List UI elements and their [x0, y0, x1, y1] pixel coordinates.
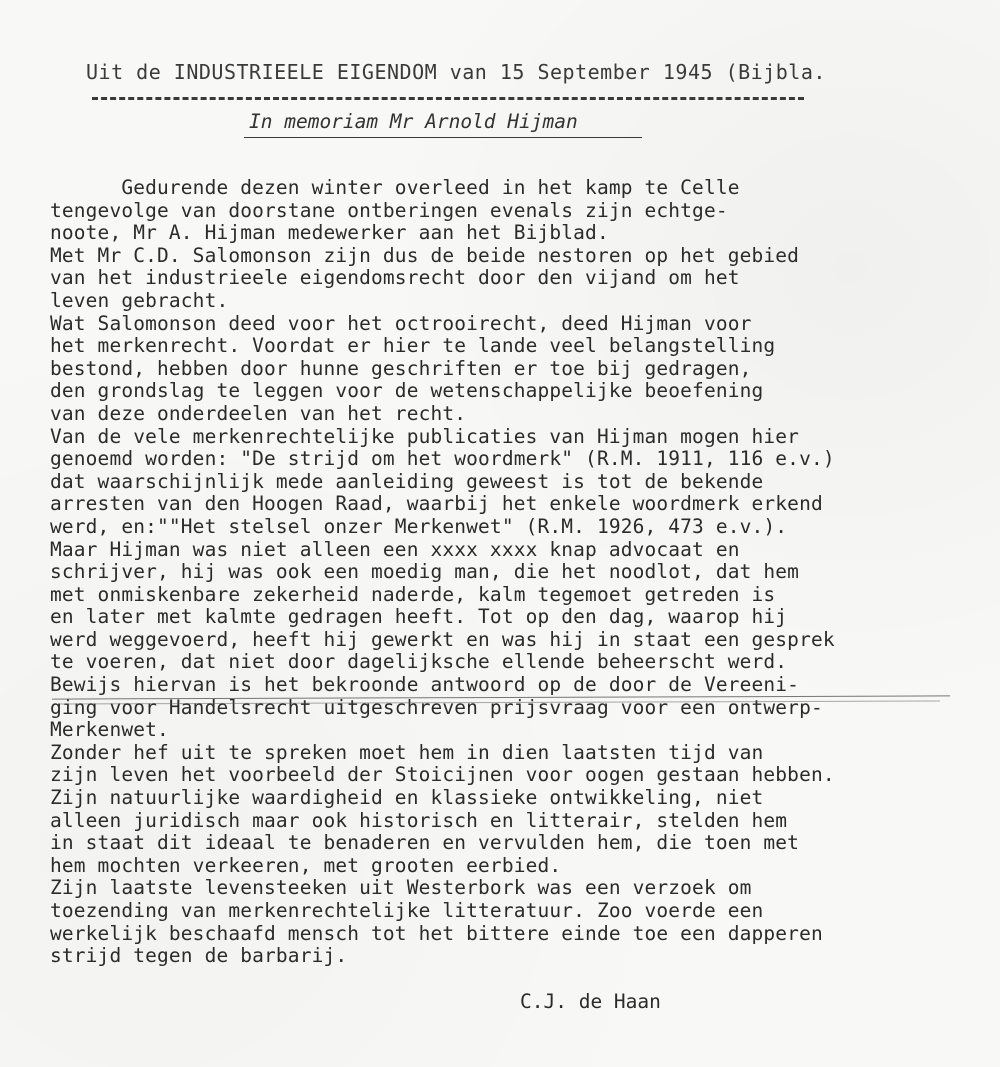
text-line: en later met kalmte gedragen heeft. Tot op den dag, waarop hij [50, 605, 788, 629]
text-line: van het industrieele eigendomsrecht door den vijand om het [50, 266, 740, 290]
text-line: bestond, hebben door hunne geschriften er toe bij gedragen, [50, 356, 752, 380]
text-line: Bewijs hiervan is het bekroonde antwoord op de door de Vereeni- [50, 673, 800, 697]
text-line: van deze onderdeelen van het recht. [50, 401, 467, 425]
text-line: leven gebracht. [50, 288, 229, 312]
text-line: werd, en:""Het stelsel onzer Merkenwet" (R.M. 1926, 473 e.v.). [50, 514, 788, 538]
text-line: Zijn natuurlijke waardigheid en klassieke ontwikkeling, niet [50, 786, 764, 810]
text-line: met onmiskenbare zekerheid naderde, kalm tegemoet getreden is [50, 582, 776, 606]
dashed-divider [92, 97, 804, 100]
text-line: zijn leven het voorbeeld der Stoicijnen voor oogen gestaan hebben. [50, 763, 835, 787]
text-line: Maar Hijman was niet alleen een xxxx xxxx knap advocaat en [50, 537, 740, 561]
text-line: toezending van merkenrechtelijke litteratuur. Zoo voerde een [50, 899, 764, 922]
text-line: ging voor Handelsrecht uitgeschreven prijsvraag voor een ontwerp- [50, 695, 823, 719]
text-line: Zijn laatste levensteeken uit Westerbork was een verzoek om [50, 876, 752, 900]
text-line: hem mochten verkeeren, met grooten eerbied. [50, 853, 562, 877]
text-line: dat waarschijnlijk mede aanleiding geweest is tot de bekende [50, 469, 764, 493]
text-line: werd weggevoerd, heeft hij gewerkt en was hij in staat een gesprek [50, 627, 835, 651]
text-line: te voeren, dat niet door dagelijksche ellende beheerscht werd. [50, 650, 788, 674]
body-text [50, 177, 980, 968]
text-line: Gedurende dezen winter overleed in het kamp te Celle [50, 176, 740, 199]
title-underline [244, 137, 642, 138]
text-line: genoemd worden: "De strijd om het woordmerk" (R.M. 1911, 116 e.v.) [50, 447, 835, 471]
text-line: tengevolge van doorstane ontberingen evenals zijn echtge- [50, 198, 728, 222]
text-line: Wat Salomonson deed voor het octrooirecht, deed Hijman voor [50, 311, 752, 335]
source-header: Uit de INDUSTRIEELE EIGENDOM van 15 September 1945 (Bijbla. [86, 60, 826, 84]
text-line: Zonder hef uit te spreken moet hem in dien laatsten tijd van [50, 740, 764, 764]
text-line: den grondslag te leggen voor de wetenschappelijke beoefening [50, 379, 764, 403]
text-line: Merkenwet. [50, 718, 169, 742]
text-line: noote, Mr A. Hijman medewerker aan het Bijblad. [50, 221, 609, 245]
text-line: Van de vele merkenrechtelijke publicaties van Hijman mogen hier [50, 424, 800, 448]
signature: C.J. de Haan [520, 990, 661, 1013]
text-line: alleen juridisch maar ook historisch en litterair, stelden hem [50, 808, 788, 832]
text-line: strijd tegen de barbarij. [50, 944, 348, 968]
text-line: schrijver, hij was ook een moedig man, die het noodlot, dat hem [50, 560, 800, 584]
text-line: werkelijk beschaafd mensch tot het bittere einde toe een dapperen [50, 921, 823, 945]
text-line: Met Mr C.D. Salomonson zijn dus de beide nestoren op het gebied [50, 243, 800, 267]
text-line: in staat dit ideaal te benaderen en vervulden hem, die toen met [50, 831, 800, 855]
text-line: arresten van den Hoogen Raad, waarbij het enkele woordmerk erkend [50, 492, 823, 516]
text-line: het merkenrecht. Voordat er hier te lande veel belangstelling [50, 334, 776, 358]
document-title: In memoriam Mr Arnold Hijman [249, 110, 578, 133]
